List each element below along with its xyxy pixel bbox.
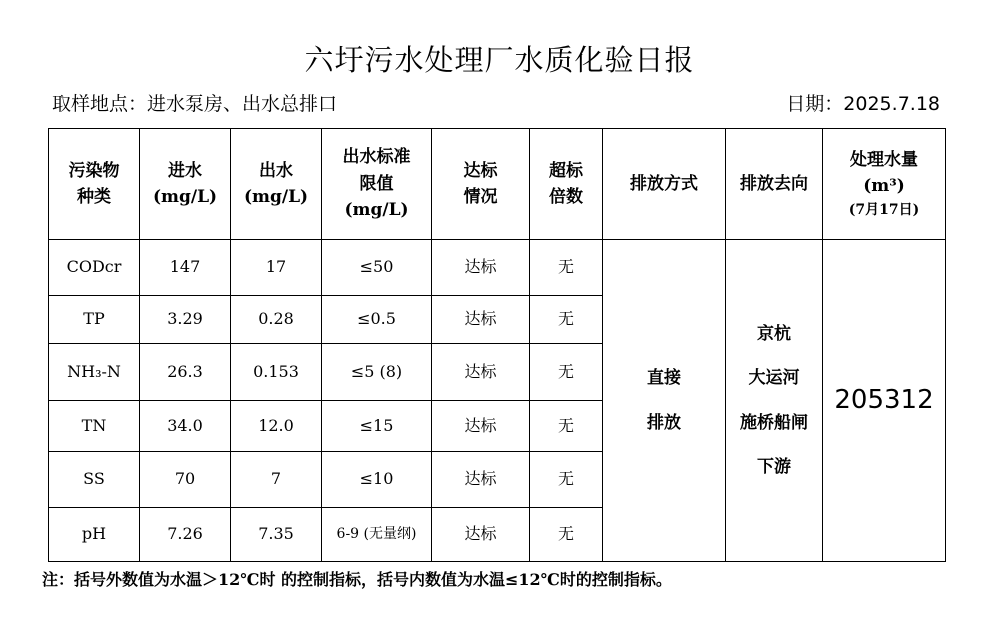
header-status: 达标 情况	[432, 129, 530, 240]
inflow-value: 34.0	[140, 401, 231, 452]
status-value: 达标	[432, 344, 530, 401]
exceed-value: 无	[530, 452, 603, 508]
outflow-value: 0.28	[231, 296, 322, 344]
inflow-value: 70	[140, 452, 231, 508]
header-exceed: 超标 倍数	[530, 129, 603, 240]
outflow-value: 12.0	[231, 401, 322, 452]
pollutant-name: SS	[49, 452, 140, 508]
limit-value: ≤15	[322, 401, 432, 452]
inflow-value: 3.29	[140, 296, 231, 344]
status-value: 达标	[432, 452, 530, 508]
water-quality-table	[48, 128, 946, 562]
header-outflow: 出水 (mg/L)	[231, 129, 322, 240]
header-volume: 处理水量 (m³) (7月17日)	[823, 129, 946, 240]
status-value: 达标	[432, 296, 530, 344]
pollutant-name: pH	[49, 508, 140, 562]
outflow-value: 7	[231, 452, 322, 508]
footnote: 注：括号外数值为水温＞12℃时 的控制指标，括号内数值为水温≤12℃时的控制指标。	[42, 570, 672, 589]
status-value: 达标	[432, 401, 530, 452]
table-row	[49, 240, 946, 296]
limit-value: ≤10	[322, 452, 432, 508]
limit-value: ≤5 (8)	[322, 344, 432, 401]
pollutant-name: TN	[49, 401, 140, 452]
header-limit: 出水标准 限值 (mg/L)	[322, 129, 432, 240]
header-destination: 排放去向	[726, 129, 823, 240]
pollutant-name: TP	[49, 296, 140, 344]
header-inflow: 进水 (mg/L)	[140, 129, 231, 240]
header-pollutant: 污染物 种类	[49, 129, 140, 240]
inflow-value: 7.26	[140, 508, 231, 562]
outflow-value: 17	[231, 240, 322, 296]
exceed-value: 无	[530, 344, 603, 401]
exceed-value: 无	[530, 240, 603, 296]
treated-volume: 205312	[823, 240, 946, 562]
pollutant-name: NH₃-N	[49, 344, 140, 401]
exceed-value: 无	[530, 296, 603, 344]
discharge-method: 直接 排放	[603, 240, 726, 562]
outflow-value: 0.153	[231, 344, 322, 401]
outflow-value: 7.35	[231, 508, 322, 562]
report-title: 六圩污水处理厂水质化验日报	[304, 43, 695, 77]
status-value: 达标	[432, 508, 530, 562]
table-header-row	[49, 129, 946, 240]
pollutant-name: CODcr	[49, 240, 140, 296]
inflow-value: 147	[140, 240, 231, 296]
discharge-destination: 京杭 大运河 施桥船闸 下游	[726, 240, 823, 562]
report-date: 日期：2025.7.18	[786, 93, 940, 115]
limit-value: 6-9 (无量纲)	[322, 508, 432, 562]
exceed-value: 无	[530, 508, 603, 562]
status-value: 达标	[432, 240, 530, 296]
limit-value: ≤0.5	[322, 296, 432, 344]
exceed-value: 无	[530, 401, 603, 452]
inflow-value: 26.3	[140, 344, 231, 401]
limit-value: ≤50	[322, 240, 432, 296]
sampling-location: 取样地点：进水泵房、出水总排口	[52, 93, 338, 115]
header-method: 排放方式	[603, 129, 726, 240]
